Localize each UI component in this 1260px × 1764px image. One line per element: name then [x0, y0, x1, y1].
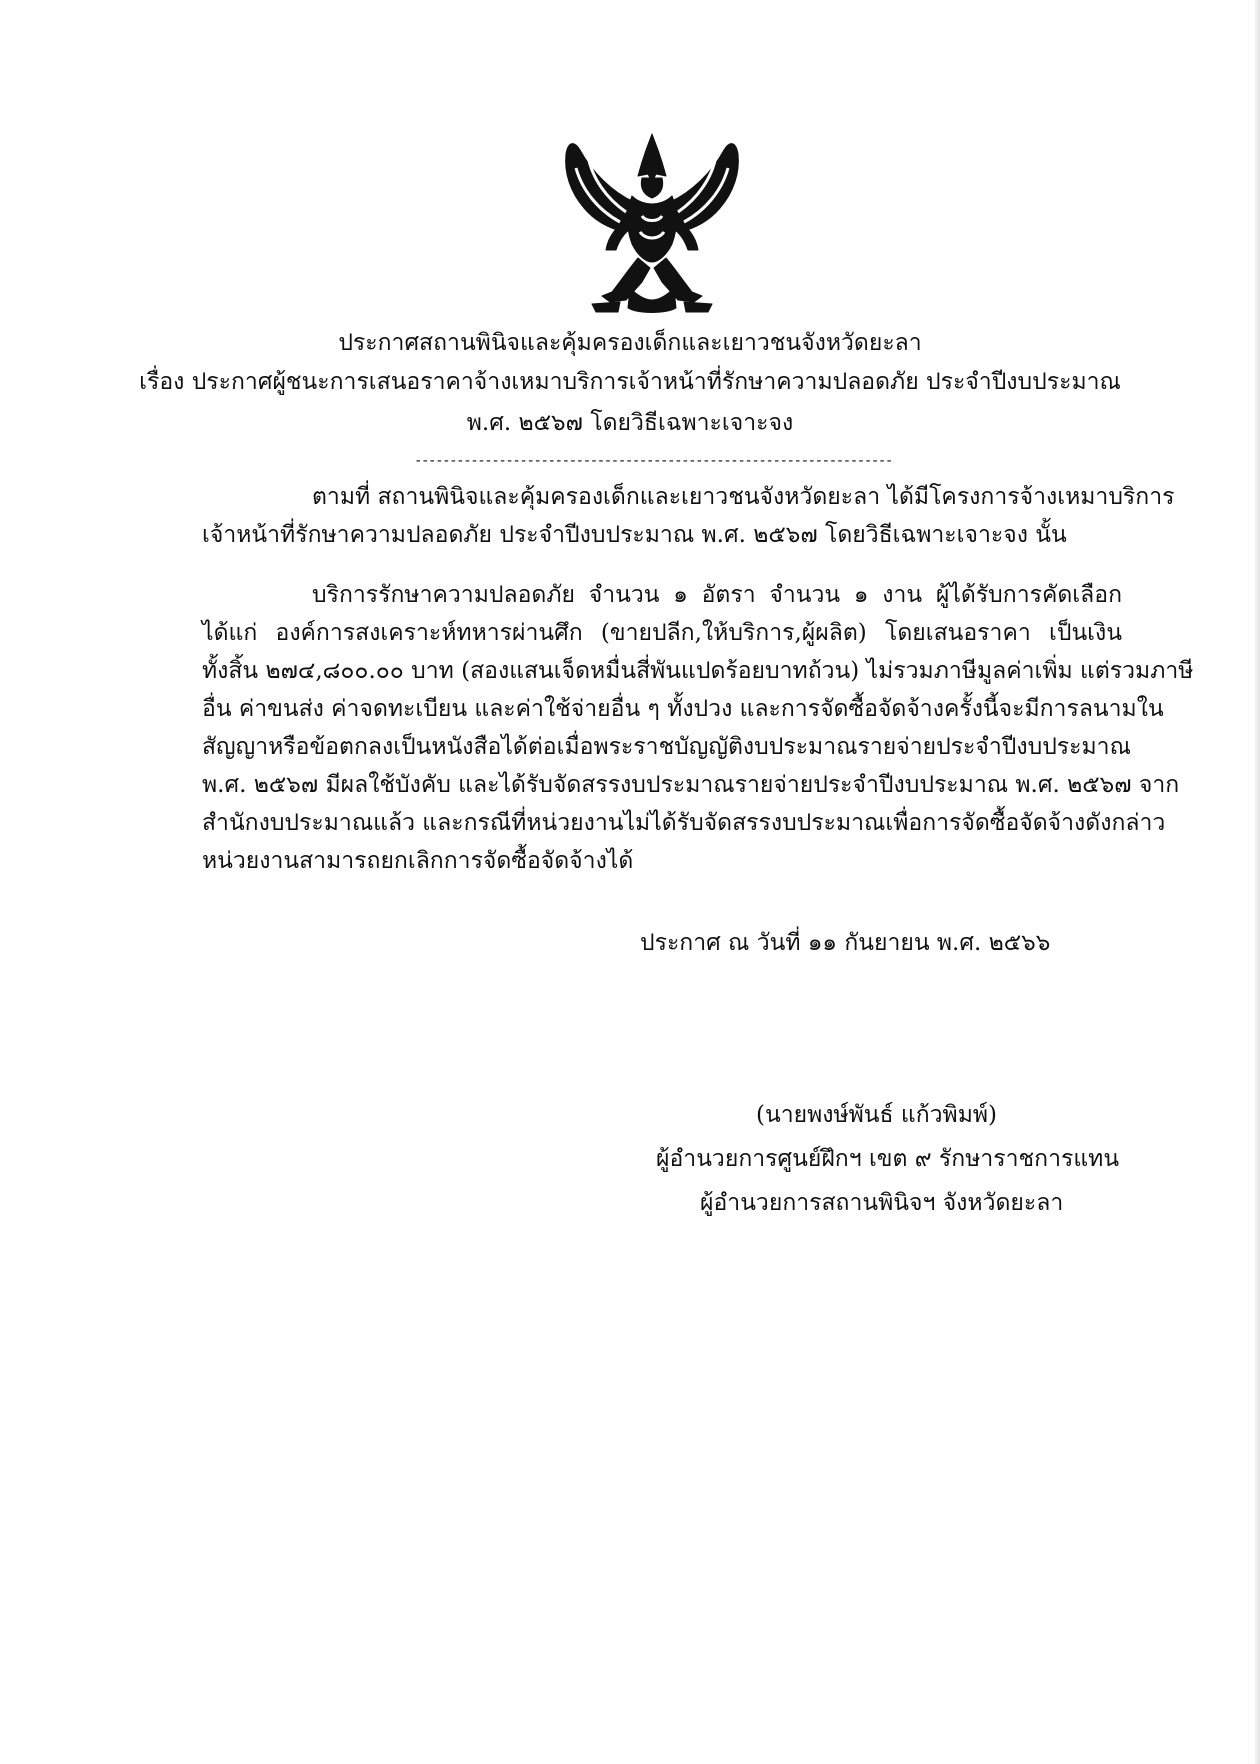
- paragraph2-line6: พ.ศ. ๒๕๖๗ มีผลใช้บังคับ และได้รับจัดสรรงบประมาณรายจ่ายประจำปีงบประมาณ พ.ศ. ๒๕๖๗ จาก: [202, 772, 1180, 798]
- paragraph2-line2: ได้แก่ องค์การสงเคราะห์ทหารผ่านศึก (ขายปลีก,ให้บริการ,ผู้ผลิต) โดยเสนอราคา เป็นเงิน: [202, 620, 1122, 646]
- announcement-title: ประกาศสถานพินิจและคุ้มครองเด็กและเยาวชนจังหวัดยะลา: [338, 330, 922, 356]
- announcement-subject-cont: พ.ศ. ๒๕๖๗ โดยวิธีเฉพาะเจาะจง: [466, 410, 794, 436]
- signatory-name: (นายพงษ์พันธ์ แก้วพิมพ์): [756, 1102, 997, 1128]
- signatory-position-1: ผู้อำนวยการศูนย์ฝึกฯ เขต ๙ รักษาราชการแทน: [656, 1146, 1120, 1172]
- paragraph2-line4: อื่น ค่าขนส่ง ค่าจดทะเบียน และค่าใช้จ่ายอื่น ๆ ทั้งปวง และการจัดซื้อจัดจ้างครั้งนี้จะมีการลนามใน: [202, 696, 1164, 722]
- page-edge-shadow: [1255, 0, 1260, 1764]
- announce-date: ประกาศ ณ วันที่ ๑๑ กันยายน พ.ศ. ๒๕๖๖: [640, 930, 1051, 956]
- paragraph2-line3: ทั้งสิ้น ๒๗๔,๘๐๐.๐๐ บาท (สองแสนเจ็ดหมื่นสี่พันแปดร้อยบาทถ้วน) ไม่รวมภาษีมูลค่าเพิ่ม แต่รวมภาษี: [202, 658, 1194, 684]
- signatory-position-2: ผู้อำนวยการสถานพินิจฯ จังหวัดยะลา: [700, 1190, 1064, 1216]
- garuda-emblem-icon: [562, 132, 742, 316]
- paragraph2-line1: บริการรักษาความปลอดภัย จำนวน ๑ อัตรา จำนวน ๑ งาน ผู้ได้รับการคัดเลือก: [312, 582, 1122, 608]
- paragraph2-line8: หน่วยงานสามารถยกเลิกการจัดซื้อจัดจ้างได้: [202, 848, 634, 874]
- paragraph1-line1: ตามที่ สถานพินิจและคุ้มครองเด็กและเยาวชนจังหวัดยะลา ได้มีโครงการจ้างเหมาบริการ: [312, 484, 1175, 510]
- paragraph1-line2: เจ้าหน้าที่รักษาความปลอดภัย ประจำปีงบประมาณ พ.ศ. ๒๕๖๗ โดยวิธีเฉพาะเจาะจง นั้น: [202, 522, 1067, 548]
- announcement-subject: เรื่อง ประกาศผู้ชนะการเสนอราคาจ้างเหมาบริการเจ้าหน้าที่รักษาความปลอดภัย ประจำปีงบประมาณ: [139, 369, 1121, 395]
- separator-line: --------------------------------------------------------------------: [414, 453, 892, 469]
- paragraph2-line7: สำนักงบประมาณแล้ว และกรณีที่หน่วยงานไม่ได้รับจัดสรรงบประมาณเพื่อการจัดซื้อจัดจ้างดังกล่าว: [202, 810, 1166, 836]
- paragraph2-line5: สัญญาหรือข้อตกลงเป็นหนังสือได้ต่อเมื่อพระราชบัญญัติงบประมาณรายจ่ายประจำปีงบประมาณ: [202, 734, 1131, 760]
